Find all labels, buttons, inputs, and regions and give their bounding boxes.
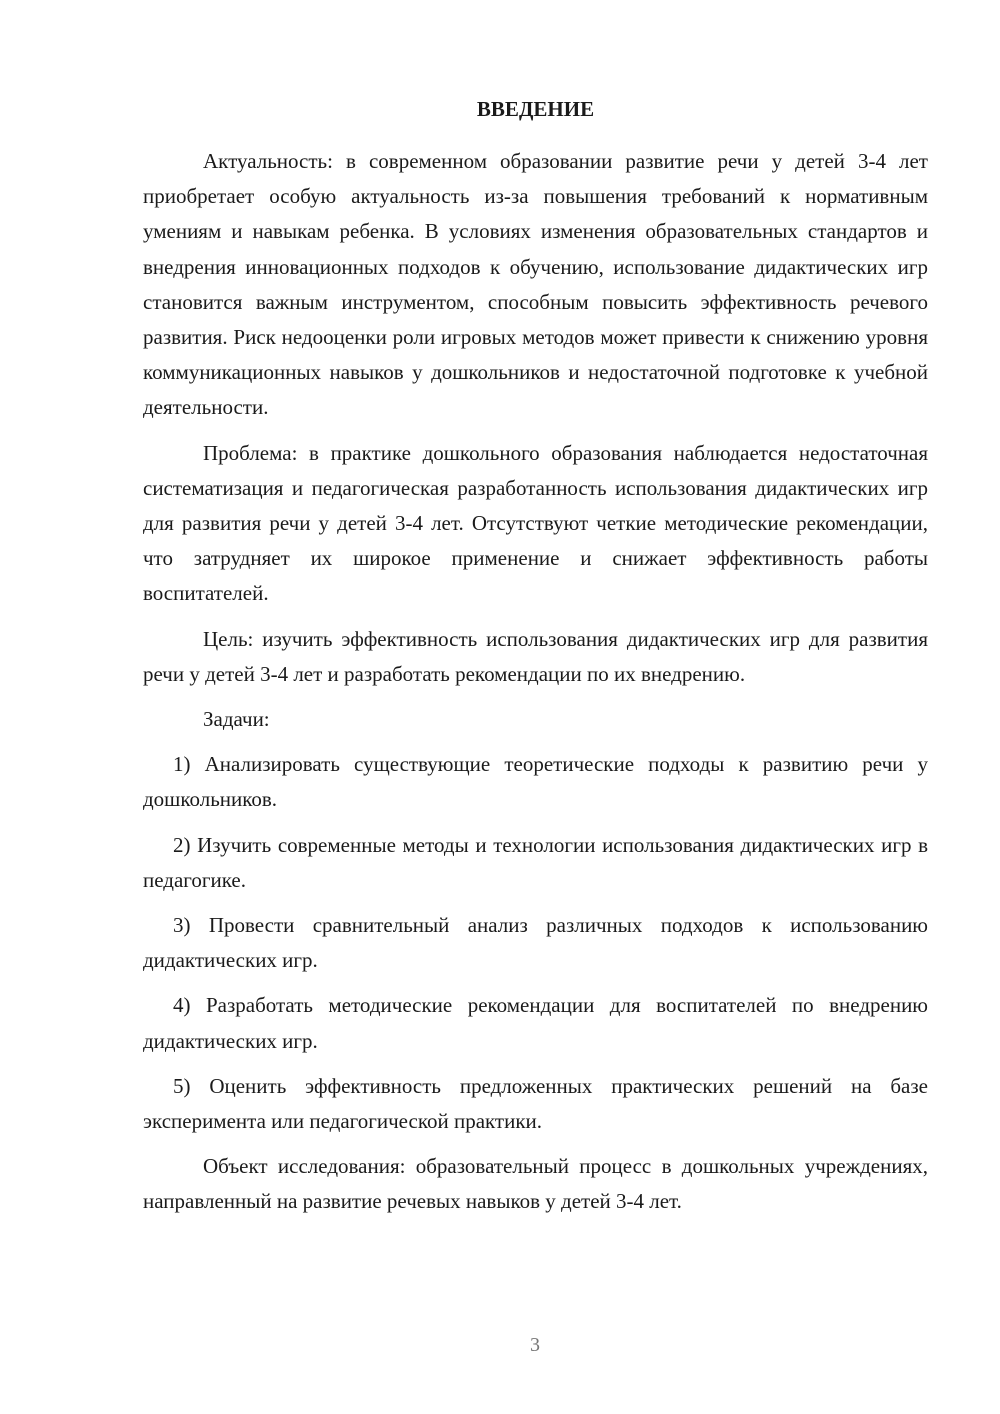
object-paragraph: Объект исследования: образовательный процесс в дошкольных учреждениях, направленный на развитие речевых навыков у детей 3-4 лет. bbox=[143, 1154, 928, 1214]
task-item-5: 5) Оценить эффективность предложенных практических решений на базе эксперимента или педагогической практики. bbox=[143, 1073, 928, 1134]
task-item-3: 3) Провести сравнительный анализ различных подходов к использованию дидактических игр. bbox=[143, 913, 928, 973]
task-item-2: 2) Изучить современные методы и технологии использования дидактических игр в педагогике. bbox=[143, 832, 928, 892]
section-heading: ВВЕДЕНИЕ bbox=[476, 97, 595, 121]
relevance-paragraph: Актуальность: в современном образовании развитие речи у детей 3-4 лет приобретает особую актуальность из-за повышения требований к нормативным умениям и навыкам ребенка. В условиях изменения образовательных стандартов и внедрения инновационных подходов к обучению, использование дидактических игр становится важным инструментом, способным повысить эффективность речевого развития. Риск недооценки роли игровых методов может привести к снижению уровня коммуникационных навыков у дошкольников и недостаточной подготовке к учебной деятельности. bbox=[143, 149, 928, 420]
task-item-1: 1) Анализировать существующие теоретические подходы к развитию речи у дошкольников. bbox=[143, 752, 928, 812]
page-number: 3 bbox=[530, 1334, 540, 1356]
tasks-label: Задачи: bbox=[203, 707, 270, 732]
problem-paragraph: Проблема: в практике дошкольного образования наблюдается недостаточная систематизация и педагогическая разработанность использования дидактических игр для развития речи у детей 3-4 лет. Отсутствуют четкие методические рекомендации, что затрудняет их широкое применение и снижает эффективность работы воспитателей. bbox=[143, 440, 928, 606]
document-page bbox=[143, 92, 928, 1220]
task-item-4: 4) Разработать методические рекомендации для воспитателей по внедрению дидактических игр. bbox=[143, 993, 928, 1053]
goal-paragraph: Цель: изучить эффективность использования дидактических игр для развития речи у детей 3-4 лет и разработать рекомендации по их внедрению. bbox=[143, 626, 928, 686]
